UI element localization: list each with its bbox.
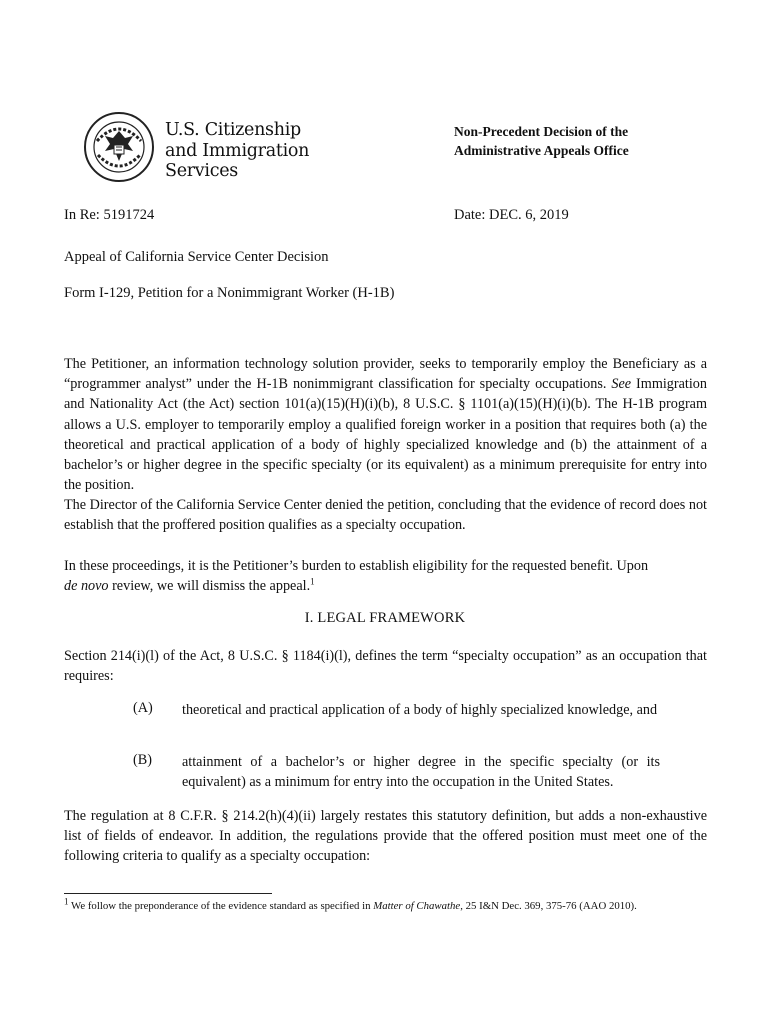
dhs-seal-icon xyxy=(83,111,155,183)
item-b-label: (B) xyxy=(133,752,152,768)
item-b-text: attainment of a bachelor’s or higher degree in the specific specialty (or its equivalent) as a minimum for entry into the occupation in the United States. xyxy=(182,754,660,791)
de-novo: de novo xyxy=(64,578,109,595)
in-re: In Re: 5191724 xyxy=(64,207,155,223)
intro-text-a: The Petitioner, an information technology solution provider, seeks to temporarily employ the Beneficiary as a “programmer analyst” under the H-1B nonimmigrant classification for specialty occupations. xyxy=(64,356,707,393)
footnote xyxy=(64,896,709,915)
footnote-text-b: , 25 I&N Dec. 369, 375-76 (AAO 2010). xyxy=(460,900,637,912)
footnote-ref: 1 xyxy=(310,576,315,587)
paragraph-director: The Director of the California Service Center denied the petition, concluding that the evidence of record does not establish that the proffered position qualifies as a specialty occupation. xyxy=(64,497,707,534)
footnote-number: 1 xyxy=(64,896,69,907)
decision-date: Date: DEC. 6, 2019 xyxy=(454,207,569,223)
agency-name xyxy=(165,120,309,182)
decision-type xyxy=(454,122,629,160)
form-line: Form I-129, Petition for a Nonimmigrant Worker (H-1B) xyxy=(64,285,395,301)
paragraph-burden xyxy=(64,556,707,596)
agency-line-1: U.S. Citizenship xyxy=(165,120,301,140)
appeal-line: Appeal of California Service Center Decision xyxy=(64,249,329,265)
footnote-divider xyxy=(64,893,272,894)
intro-text-b: Immigration and Nationality Act (the Act) section 101(a)(15)(H)(i)(b), 8 U.S.C. § 1101(a)(15)(H)(i)(b). The H-1B program allows a U.S. employer to temporarily employ a qualified foreign worker in a position that requires both (a) the theoretical and practical application of a body of highly specialized knowledge and (b) the attainment of a bachelor’s or higher degree in the specific specialty (or its equivalent) as a minimum prerequisite for entry into the position. xyxy=(64,376,707,494)
item-a-label: (A) xyxy=(133,700,153,716)
agency-line-3: Services xyxy=(165,161,238,181)
see-signal: See xyxy=(611,376,632,393)
item-a-text: theoretical and practical application of a body of highly specialized knowledge, and xyxy=(182,702,658,718)
footnote-case-name: Matter of Chawathe xyxy=(373,900,461,912)
footnote-text-a: We follow the preponderance of the evidence standard as specified in xyxy=(68,900,374,912)
burden-text-a: In these proceedings, it is the Petitioner’s burden to establish eligibility for the requested benefit. Upon xyxy=(64,558,649,574)
burden-text-b: review, we will dismiss the appeal. xyxy=(108,578,311,595)
paragraph-definition: Section 214(i)(l) of the Act, 8 U.S.C. § 1184(i)(l), defines the term “specialty occupation” as an occupation that requires: xyxy=(64,648,707,685)
decision-line-2: Administrative Appeals Office xyxy=(454,143,629,158)
section-heading: I. LEGAL FRAMEWORK xyxy=(304,610,466,626)
paragraph-intro xyxy=(64,354,707,495)
decision-line-1: Non-Precedent Decision of the xyxy=(454,124,629,139)
agency-line-2: and Immigration xyxy=(165,140,310,161)
paragraph-regulation: The regulation at 8 C.F.R. § 214.2(h)(4)(ii) largely restates this statutory definition, but adds a non-exhaustive list of fields of endeavor. In addition, the regulations provide that the offered position must meet one of the following criteria to qualify as a specialty occupation: xyxy=(64,808,707,865)
